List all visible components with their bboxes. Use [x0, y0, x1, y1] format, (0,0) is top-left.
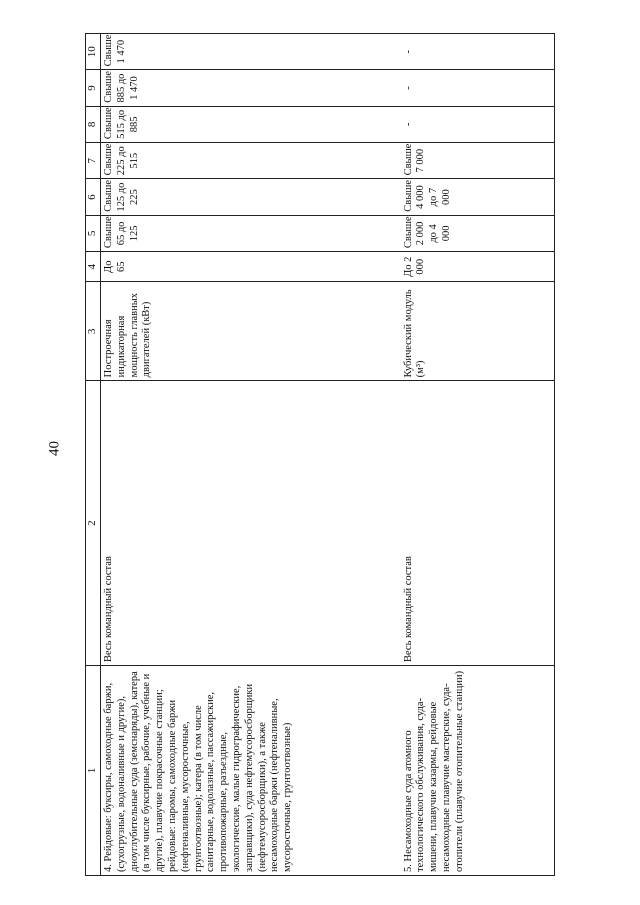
value-cell: Свыше 125 до 225: [101, 179, 401, 215]
vessel-type-cell: 5. Несамоходные суда атомного технологического обслуживания, суда-мишени, плавучие казармы, рейдовые несамоходные плавучие мастерские, суда-отопители (плавучие отопительные станции): [401, 666, 555, 876]
value-cell: Свыше 885 до 1 470: [101, 70, 401, 106]
vessel-type-cell: 4. Рейдовые: буксиры, самоходные баржи, (сухогрузные, водоналивные и другие), дноуглубительные суда (земснаряды), катера (в том числе буксирные, рабочие, учебные и другие), плавучие покрасочные станции; рейдовые: паромы, самоходные баржи (нефтеналивные, мусоросточные, грунтоотвозные); катера (в том числе санитарные, водолазные, пассажирские, противопожарные, разъездные, экологические, малые гидрографические, заправщики), суда нефтемусоросборщики (нефтемусоросборщики), а также несамоходные баржи (нефтеналивные, мусоросточные, грунтоотвозные): [101, 666, 401, 876]
header-cell: 3: [86, 282, 101, 381]
crew-cell: Весь командный состав: [101, 381, 401, 666]
crew-cell: Весь командный состав: [401, 381, 555, 666]
value-cell: Свыше 225 до 515: [101, 143, 401, 179]
crew-table: [85, 33, 555, 876]
value-cell: -: [401, 70, 555, 106]
page-number: 40: [46, 441, 63, 456]
value-cell: До 2 000: [401, 252, 555, 282]
header-cell: 2: [86, 381, 101, 666]
parameter-cell: Кубический модуль (м³): [401, 282, 555, 381]
value-cell: Свыше 65 до 125: [101, 215, 401, 251]
table-row: [401, 34, 555, 876]
table-row: [101, 34, 401, 876]
header-cell: 6: [86, 179, 101, 215]
header-cell: 5: [86, 215, 101, 251]
header-cell: 1: [86, 666, 101, 876]
header-cell: 8: [86, 106, 101, 142]
value-cell: Свыше 515 до 885: [101, 106, 401, 142]
header-cell: 7: [86, 143, 101, 179]
header-cell: 10: [86, 34, 101, 70]
parameter-cell: Построечная индикаторная мощность главных двигателей (кВт): [101, 282, 401, 381]
value-cell: Свыше 4 000 до 7 000: [401, 179, 555, 215]
table-container: [85, 33, 555, 876]
value-cell: Свыше 1 470: [101, 34, 401, 70]
header-cell: 9: [86, 70, 101, 106]
header-row: [86, 34, 101, 876]
header-cell: 4: [86, 252, 101, 282]
value-cell: -: [401, 34, 555, 70]
value-cell: -: [401, 106, 555, 142]
value-cell: До 65: [101, 252, 401, 282]
value-cell: Свыше 2 000 до 4 000: [401, 215, 555, 251]
value-cell: Свыше 7 000: [401, 143, 555, 179]
